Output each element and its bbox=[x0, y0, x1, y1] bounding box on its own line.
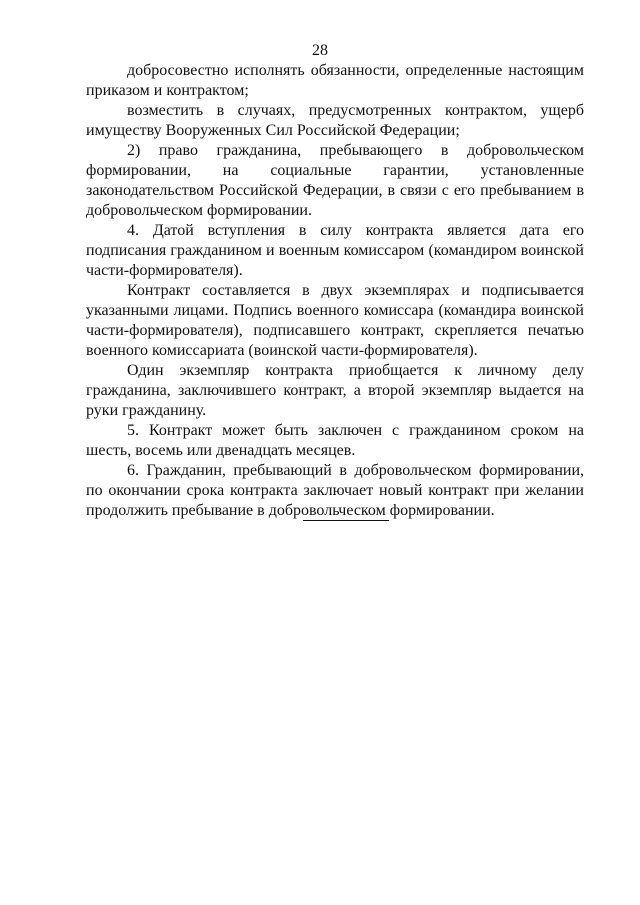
paragraph-copies-signing: Контракт составляется в двух экземплярах и подписывается указанными лицами. Подпись военного комиссара (командира воинской части-формирователя), подписавшего контракт, скрепляется печатью военного комиссариата (воинской части-формирователя). bbox=[86, 282, 584, 359]
paragraph-contract-term: 5. Контракт может быть заключен с гражданином сроком на шесть, восемь или двенадцать месяцев. bbox=[86, 422, 584, 459]
paragraph-social-guarantees: 2) право гражданина, пребывающего в добровольческом формировании, на социальные гарантии, установленные законодательством Российской Федерации, в связи с его пребыванием в добровольческом формировании. bbox=[86, 142, 584, 219]
paragraph-copy-distribution: Один экземпляр контракта приобщается к личному делу гражданина, заключившего контракт, а второй экземпляр выдается на руки гражданину. bbox=[86, 362, 584, 419]
paragraph-effective-date: 4. Датой вступления в силу контракта является дата его подписания гражданином и военным комиссаром (командиром воинской части-формирователя). bbox=[86, 222, 584, 279]
document-body bbox=[86, 61, 584, 521]
paragraph-duty-fulfil: добросовестно исполнять обязанности, определенные настоящим приказом и контрактом; bbox=[86, 62, 584, 99]
page-number: 28 bbox=[312, 42, 328, 59]
paragraph-duty-compensate: возместить в случаях, предусмотренных контрактом, ущерб имуществу Вооруженных Сил Российской Федерации; bbox=[86, 102, 584, 139]
paragraph-contract-renewal: 6. Гражданин, пребывающий в добровольческом формировании, по окончании срока контракта заключает новый контракт при желании продолжить пребывание в добровольческом формировании. bbox=[86, 462, 584, 519]
end-separator-line bbox=[303, 520, 389, 521]
